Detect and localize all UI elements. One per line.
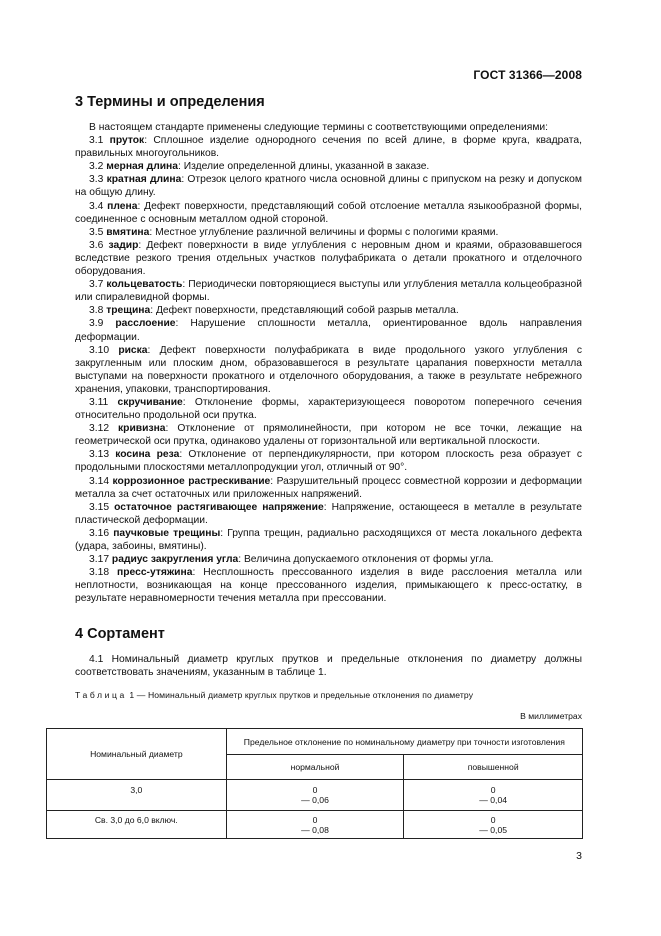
term-name: коррозионное растрескивание	[112, 475, 271, 487]
section-3-body	[75, 121, 582, 605]
term-number: 3.17	[89, 554, 110, 566]
term-name: кривизна	[118, 423, 166, 435]
header-high: повышенной	[404, 755, 583, 780]
term-number: 3.12	[89, 423, 110, 435]
term-number: 3.11	[89, 396, 109, 408]
term-definition	[75, 239, 582, 278]
table-caption	[75, 690, 473, 700]
normal-lower: — 0,06	[301, 795, 329, 805]
table-row	[47, 811, 583, 839]
cell-high	[404, 811, 583, 839]
term-number: 3.1	[89, 135, 104, 147]
term-definition	[75, 134, 582, 160]
term-name: скручивание	[117, 396, 183, 408]
term-definition	[75, 475, 582, 501]
section-4-title: 4 Сортамент	[75, 626, 165, 642]
term-name: трещина	[106, 305, 151, 317]
normal-upper: 0	[312, 785, 318, 795]
term-text: : Нарушение сплошности металла, ориентированное вдоль направления деформации.	[75, 318, 582, 343]
term-definition	[75, 553, 582, 566]
term-definition	[75, 317, 582, 343]
term-number: 3.7	[89, 279, 104, 291]
term-text: : Группа трещин, радиально расходящихся от места локального дефекта (удара, забоины, вмятины).	[75, 527, 582, 552]
table-caption-prefix: Таблица	[75, 690, 127, 700]
term-definition	[75, 200, 582, 226]
term-number: 3.9	[89, 318, 104, 330]
term-name: риска	[118, 344, 148, 356]
term-text: : Отклонение формы, характеризующееся поворотом поперечного сечения относительно продольной оси прутка.	[75, 396, 582, 422]
term-text: : Дефект поверхности, представляющий собой разрыв металла.	[150, 305, 459, 317]
term-number: 3.16	[89, 527, 110, 539]
cell-normal	[226, 780, 404, 811]
terms-list	[75, 134, 582, 605]
term-text: : Несплошность прессованного изделия в виде расслоения металла или неплотности, возникающая на конце прессованного изделия, примыкающего к пресс-остатку, в результате неравномерности течения металла при прессовании.	[75, 567, 582, 605]
term-text: : Периодически повторяющиеся выступы или углубления металла кольцеобразной или спиралевидной формы.	[75, 279, 582, 304]
header-normal: нормальной	[226, 755, 404, 780]
term-name: пруток	[109, 135, 145, 147]
high-upper: 0	[490, 785, 496, 795]
section-4-body	[75, 653, 582, 679]
term-number: 3.10	[89, 344, 110, 356]
term-text: : Величина допускаемого отклонения от формы угла.	[238, 554, 494, 566]
term-text: : Сплошное изделие однородного сечения по всей длине, в форме круга, квадрата, правильных многоугольников.	[75, 135, 582, 160]
section-4-paragraph: 4.1 Номинальный диаметр круглых прутков и предельные отклонения по диаметру должны соответствовать значениям, указанным в таблице 1.	[75, 654, 582, 679]
term-name: задир	[108, 239, 139, 251]
term-number: 3.15	[89, 501, 110, 513]
term-number: 3.6	[89, 239, 104, 251]
term-name: пресс-утяжина	[117, 567, 193, 579]
term-text: : Отклонение от прямолинейности, при котором не все точки, лежащие на геометрической оси прутка, одинаково удалены от горизонтальной или вертикальной плоскости.	[75, 423, 582, 448]
term-number: 3.13	[89, 449, 110, 461]
term-definition	[75, 566, 582, 605]
term-name: паучковые трещины	[113, 527, 221, 539]
table-caption-text: 1 — Номинальный диаметр круглых прутков и предельные отклонения по диаметру	[129, 690, 474, 700]
term-name: косина реза	[115, 449, 180, 461]
high-upper: 0	[490, 814, 496, 825]
term-text: : Отрезок целого кратного числа основной длины с припуском на резку и допуском на общую длину.	[75, 174, 582, 199]
cell-high	[404, 780, 583, 811]
term-definition	[75, 160, 582, 173]
table-row	[47, 780, 583, 811]
term-name: кольцеватость	[106, 279, 183, 291]
section-3-title: 3 Термины и определения	[75, 94, 265, 110]
term-text: : Дефект поверхности в виде углубления с неровным дном и краями, образовавшегося вследствие резкого трения отдельных участков полуфабриката о детали прокатного и отделочного оборудования.	[75, 239, 582, 278]
term-definition	[75, 448, 582, 474]
cell-diameter: 3,0	[47, 780, 227, 811]
term-number: 3.5	[89, 226, 104, 238]
term-number: 3.14	[89, 475, 110, 487]
term-definition	[75, 344, 582, 396]
term-text: : Разрушительный процесс совместной коррозии и деформации металла за счет остаточных или приложенных напряжений.	[75, 475, 583, 500]
term-text: : Изделие определенной длины, указанной в заказе.	[178, 161, 430, 173]
term-definition	[75, 422, 582, 448]
term-text: : Отклонение от перпендикулярности, при котором плоскость реза образует с продольными плоскостями металлопродукции угол, отличный от 90°.	[75, 449, 582, 474]
page-number: 3	[576, 850, 582, 862]
term-definition	[75, 501, 582, 527]
term-definition	[75, 396, 582, 422]
table-1	[46, 728, 583, 839]
term-name: плена	[107, 200, 138, 212]
term-name: кратная длина	[106, 174, 182, 186]
term-name: мерная длина	[106, 161, 179, 173]
term-name: вмятина	[106, 226, 150, 238]
term-number: 3.18	[89, 567, 110, 579]
term-definition	[75, 173, 582, 199]
document-id-header: ГОСТ 31366—2008	[473, 68, 582, 82]
term-definition	[75, 226, 582, 239]
term-name: расслоение	[115, 318, 176, 330]
table-units: В миллиметрах	[520, 711, 582, 721]
term-definition	[75, 278, 582, 304]
term-text: : Напряжение, остающееся в металле в результате пластической деформации.	[75, 501, 582, 526]
high-lower: — 0,04	[479, 795, 508, 805]
term-number: 3.3	[89, 174, 104, 186]
term-number: 3.8	[89, 305, 104, 317]
term-name: остаточное растягивающее напряжение	[114, 501, 324, 513]
normal-lower: — 0,08	[301, 824, 329, 835]
cell-normal	[226, 811, 404, 839]
cell-diameter: Св. 3,0 до 6,0 включ.	[47, 811, 227, 839]
term-name: радиус закругления угла	[111, 554, 239, 566]
term-text: : Дефект поверхности полуфабриката в виде продольного узкого углубления с закругленным или плоским дном, образовавшегося в результате царапания поверхности металла выступами на поверхности прокатного и отделочного оборудования, а также в результате небрежного хранения, упаковки, транспортирования.	[75, 344, 582, 395]
term-definition	[75, 527, 582, 553]
term-text: : Местное углубление различной величины и формы с пологими краями.	[149, 226, 499, 238]
normal-upper: 0	[312, 814, 318, 825]
high-lower: — 0,05	[479, 824, 508, 835]
term-definition	[75, 304, 582, 317]
header-deviation: Предельное отклонение по номинальному диаметру при точности изготовления	[226, 729, 582, 755]
section-3-intro: В настоящем стандарте применены следующие термины с соответствующими определениями:	[89, 122, 549, 133]
term-number: 3.4	[89, 200, 104, 212]
term-number: 3.2	[89, 161, 104, 173]
term-text: : Дефект поверхности, представляющий собой отслоение металла языкообразной формы, соединенное с основным металлом одной стороной.	[75, 200, 582, 225]
header-nominal-diameter: Номинальный диаметр	[47, 729, 227, 780]
